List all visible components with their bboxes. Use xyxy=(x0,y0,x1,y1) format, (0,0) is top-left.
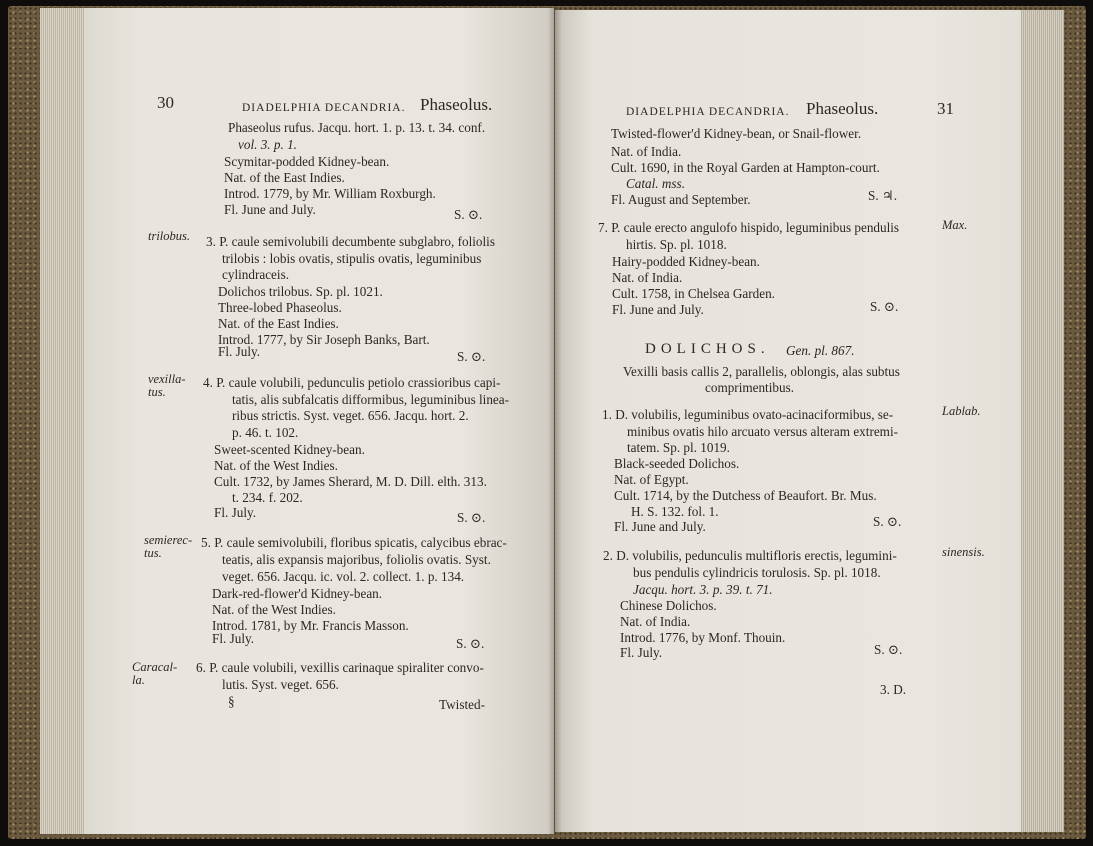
text-line: Twisted-flower'd Kidney-bean, or Snail-flower. xyxy=(611,126,862,141)
text-line: 3. P. caule semivolubili decumbente subglabro, foliolis xyxy=(206,234,495,249)
genus-heading: DOLICHOS. xyxy=(645,341,770,357)
margin-note: la. xyxy=(132,673,145,687)
genus-reference: Gen. pl. 867. xyxy=(786,343,855,358)
text-line: Three-lobed Phaseolus. xyxy=(218,300,342,315)
margin-note: tus. xyxy=(144,546,162,560)
text-line: bus pendulis cylindricis torulosis. Sp. pl. 1018. xyxy=(633,565,881,580)
text-line: Introd. 1777, by Sir Joseph Banks, Bart. xyxy=(218,332,430,347)
text-line: veget. 656. Jacqu. ic. vol. 2. collect. 1. p. 134. xyxy=(222,569,465,584)
text-line: Fl. July. xyxy=(212,631,255,646)
text-line: Fl. June and July. xyxy=(612,302,704,317)
page-number: 31 xyxy=(937,99,954,118)
symbol-annual: S. ⊙. xyxy=(874,642,903,657)
text-line: Black-seeded Dolichos. xyxy=(614,456,740,471)
text-line: Cult. 1690, in the Royal Garden at Hampton-court. xyxy=(611,160,880,175)
text-line: Fl. July. xyxy=(218,344,261,359)
text-line: Introd. 1776, by Monf. Thouin. xyxy=(620,630,786,645)
text-line: Nat. of the West Indies. xyxy=(214,458,338,473)
text-line: 4. P. caule volubili, pedunculis petiolo crassioribus capi- xyxy=(203,375,501,390)
text-line: Fl. July. xyxy=(620,645,663,660)
text-line: Introd. 1781, by Mr. Francis Masson. xyxy=(212,618,409,633)
margin-note: Caracal- xyxy=(132,660,178,674)
text-line: lutis. Syst. veget. 656. xyxy=(222,677,339,692)
margin-note: Lablab. xyxy=(942,404,981,418)
text-line: cylindraceis. xyxy=(222,267,290,282)
text-line: comprimentibus. xyxy=(705,380,795,395)
margin-note: Max. xyxy=(942,218,968,232)
text-line: H. S. 132. fol. 1. xyxy=(631,504,719,519)
symbol-annual: S. ⊙. xyxy=(457,349,486,364)
text-line: Nat. of the East Indies. xyxy=(218,316,339,331)
running-genus: Phaseolus. xyxy=(420,95,493,114)
text-line: Dolichos trilobus. Sp. pl. 1021. xyxy=(218,284,383,299)
text-line: Fl. June and July. xyxy=(224,202,316,217)
text-line: vol. 3. p. 1. xyxy=(238,137,297,152)
text-line: Vexilli basis callis 2, parallelis, oblongis, alas subtus xyxy=(623,364,900,379)
text-line: trilobis : lobis ovatis, stipulis ovatis, leguminibus xyxy=(222,251,482,266)
text-line: Cult. 1714, by the Dutchess of Beaufort. Br. Mus. xyxy=(614,488,877,503)
margin-note: tus. xyxy=(148,385,166,399)
text-line: t. 234. f. 202. xyxy=(232,490,303,505)
margin-note: sinensis. xyxy=(942,545,985,559)
text-line: tatem. Sp. pl. 1019. xyxy=(627,440,730,455)
running-head: DIADELPHIA DECANDRIA. xyxy=(626,106,790,118)
page-edges-right xyxy=(1018,10,1064,832)
page-edges-left xyxy=(40,8,84,834)
text-line: Cult. 1758, in Chelsea Garden. xyxy=(612,286,775,301)
margin-note: semierec- xyxy=(144,533,193,547)
running-genus: Phaseolus. xyxy=(806,99,879,118)
text-line: 7. P. caule erecto angulofo hispido, leguminibus pendulis xyxy=(598,220,900,235)
text-line: Sweet-scented Kidney-bean. xyxy=(214,442,365,457)
text-line: Chinese Dolichos. xyxy=(620,598,717,613)
symbol-annual: S. ⊙. xyxy=(457,510,486,525)
text-line: Introd. 1779, by Mr. William Roxburgh. xyxy=(224,186,436,201)
text-line: Nat. of India. xyxy=(612,270,683,285)
text-line: Cult. 1732, by James Sherard, M. D. Dill. elth. 313. xyxy=(214,474,487,489)
text-line: Hairy-podded Kidney-bean. xyxy=(612,254,760,269)
symbol-annual: S. ⊙. xyxy=(873,514,902,529)
text-line: Jacqu. hort. 3. p. 39. t. 71. xyxy=(633,582,773,597)
text-line: 6. P. caule volubili, vexillis carinaque spiraliter convo- xyxy=(196,660,484,675)
margin-note: trilobus. xyxy=(148,229,191,243)
signature-mark: § xyxy=(228,694,235,709)
catchword: Twisted- xyxy=(439,697,485,712)
text-line: Nat. of the East Indies. xyxy=(224,170,345,185)
text-line: Fl. July. xyxy=(214,505,257,520)
text-line: Nat. of Egypt. xyxy=(614,472,689,487)
text-line: Catal. mss. xyxy=(626,176,685,191)
text-line: hirtis. Sp. pl. 1018. xyxy=(626,237,727,252)
text-line: Phaseolus rufus. Jacqu. hort. 1. p. 13. t. 34. conf. xyxy=(228,120,486,135)
symbol-annual: S. ⊙. xyxy=(454,207,483,222)
symbol-annual: S. ⊙. xyxy=(456,636,485,651)
text-line: 2. D. volubilis, pedunculis multifloris erectis, legumini- xyxy=(603,548,897,563)
text-line: p. 46. t. 102. xyxy=(232,425,299,440)
symbol-annual: S. ⊙. xyxy=(870,299,899,314)
text-line: ribus strictis. Syst. veget. 656. Jacqu. hort. 2. xyxy=(232,408,469,423)
text-line: Nat. of the West Indies. xyxy=(212,602,336,617)
text-line: minibus ovatis hilo arcuato versus alteram extremi- xyxy=(627,424,899,439)
page-number: 30 xyxy=(157,93,174,112)
book-gutter xyxy=(548,8,562,834)
text-line: Fl. August and September. xyxy=(611,192,751,207)
text-line: Dark-red-flower'd Kidney-bean. xyxy=(212,586,383,601)
symbol-perennial: S. ♃. xyxy=(868,188,898,203)
text-line: 1. D. volubilis, leguminibus ovato-acinaciformibus, se- xyxy=(602,407,894,422)
text-line: Scymitar-podded Kidney-bean. xyxy=(224,154,390,169)
margin-note: vexilla- xyxy=(148,372,186,386)
catchword: 3. D. xyxy=(880,682,907,697)
text-line: Fl. June and July. xyxy=(614,519,706,534)
text-line: 5. P. caule semivolubili, floribus spicatis, calycibus ebrac- xyxy=(201,535,507,550)
text-line: tatis, alis subfalcatis difformibus, leguminibus linea- xyxy=(232,392,510,407)
running-head: DIADELPHIA DECANDRIA. xyxy=(242,102,406,114)
text-line: Nat. of India. xyxy=(611,144,682,159)
text-line: teatis, alis expansis majoribus, foliolis ovatis. Syst. xyxy=(222,552,491,567)
text-line: Nat. of India. xyxy=(620,614,691,629)
